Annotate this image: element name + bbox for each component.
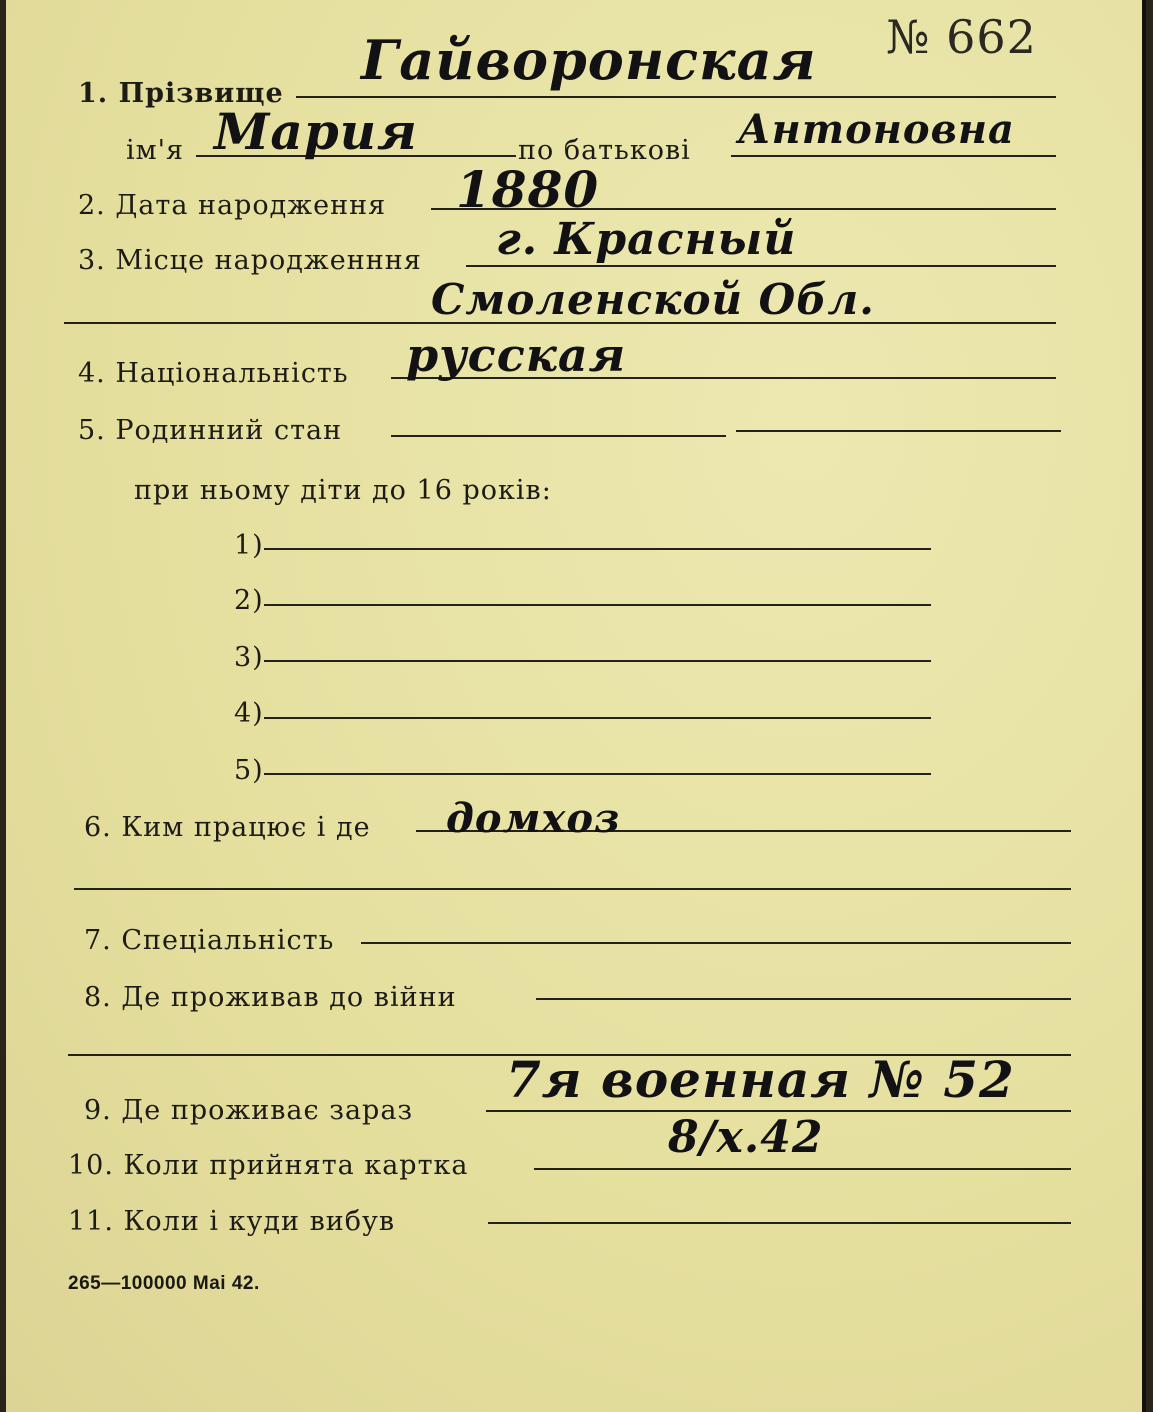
child-slot-1-line: [264, 548, 931, 550]
surname-value: Гайворонская: [361, 28, 817, 92]
patronymic-label: по батькові: [518, 135, 691, 166]
prewar-residence-line-1: [536, 998, 1071, 1000]
current-residence-value: 7я военная № 52: [506, 1050, 1015, 1109]
child-slot-4-line: [264, 717, 931, 719]
birth-date-label: 2. Дата народження: [78, 190, 387, 221]
registration-card: [6, 0, 1146, 1412]
child-slot-3-line: [264, 660, 931, 662]
birth-place-label: 3. Місце народженння: [78, 245, 422, 276]
first-name-label: ім'я: [126, 135, 185, 166]
departure-label: 11. Коли і куди вибув: [68, 1206, 396, 1237]
surname-line: [296, 96, 1056, 98]
child-slot-5-label: 5): [234, 755, 264, 786]
child-slot-2-line: [264, 604, 931, 606]
birth-place-value-2: Смоленской Обл.: [431, 275, 875, 324]
family-status-label: 5. Родинний стан: [78, 415, 343, 446]
patronymic-value: Антоновна: [738, 106, 1015, 153]
card-accepted-value: 8/х.42: [668, 1112, 824, 1163]
printer-imprint: 265—100000 Mai 42.: [68, 1273, 260, 1294]
birth-date-value: 1880: [456, 160, 600, 219]
children-label: при ньому діти до 16 років:: [134, 475, 552, 506]
work-value: домхоз: [446, 795, 621, 842]
patronymic-line: [731, 155, 1056, 157]
birth-place-line: [466, 265, 1056, 267]
nationality-value: русская: [406, 328, 627, 382]
child-slot-5-line: [264, 773, 931, 775]
child-slot-4-label: 4): [234, 698, 264, 729]
family-status-line-2: [736, 430, 1061, 432]
nationality-label: 4. Національність: [78, 358, 349, 389]
family-status-line-1: [391, 435, 726, 437]
birth-place-value-1: г. Красный: [496, 214, 797, 265]
work-label: 6. Ким працює і де: [84, 812, 371, 843]
child-slot-1-label: 1): [234, 530, 264, 561]
specialty-label: 7. Спеціальність: [84, 925, 335, 956]
card-accepted-line: [534, 1168, 1071, 1170]
surname-label: 1. Прізвище: [78, 78, 284, 109]
card-number: № 662: [886, 10, 1037, 64]
prewar-residence-label: 8. Де проживав до війни: [84, 982, 457, 1013]
specialty-line: [361, 942, 1071, 944]
child-slot-3-label: 3): [234, 642, 264, 673]
current-residence-label: 9. Де проживає зараз: [84, 1095, 414, 1126]
work-line-2: [74, 888, 1071, 890]
child-slot-2-label: 2): [234, 585, 264, 616]
first-name-value: Мария: [214, 102, 418, 161]
card-accepted-label: 10. Коли прийнята картка: [68, 1150, 469, 1181]
departure-line: [488, 1222, 1071, 1224]
